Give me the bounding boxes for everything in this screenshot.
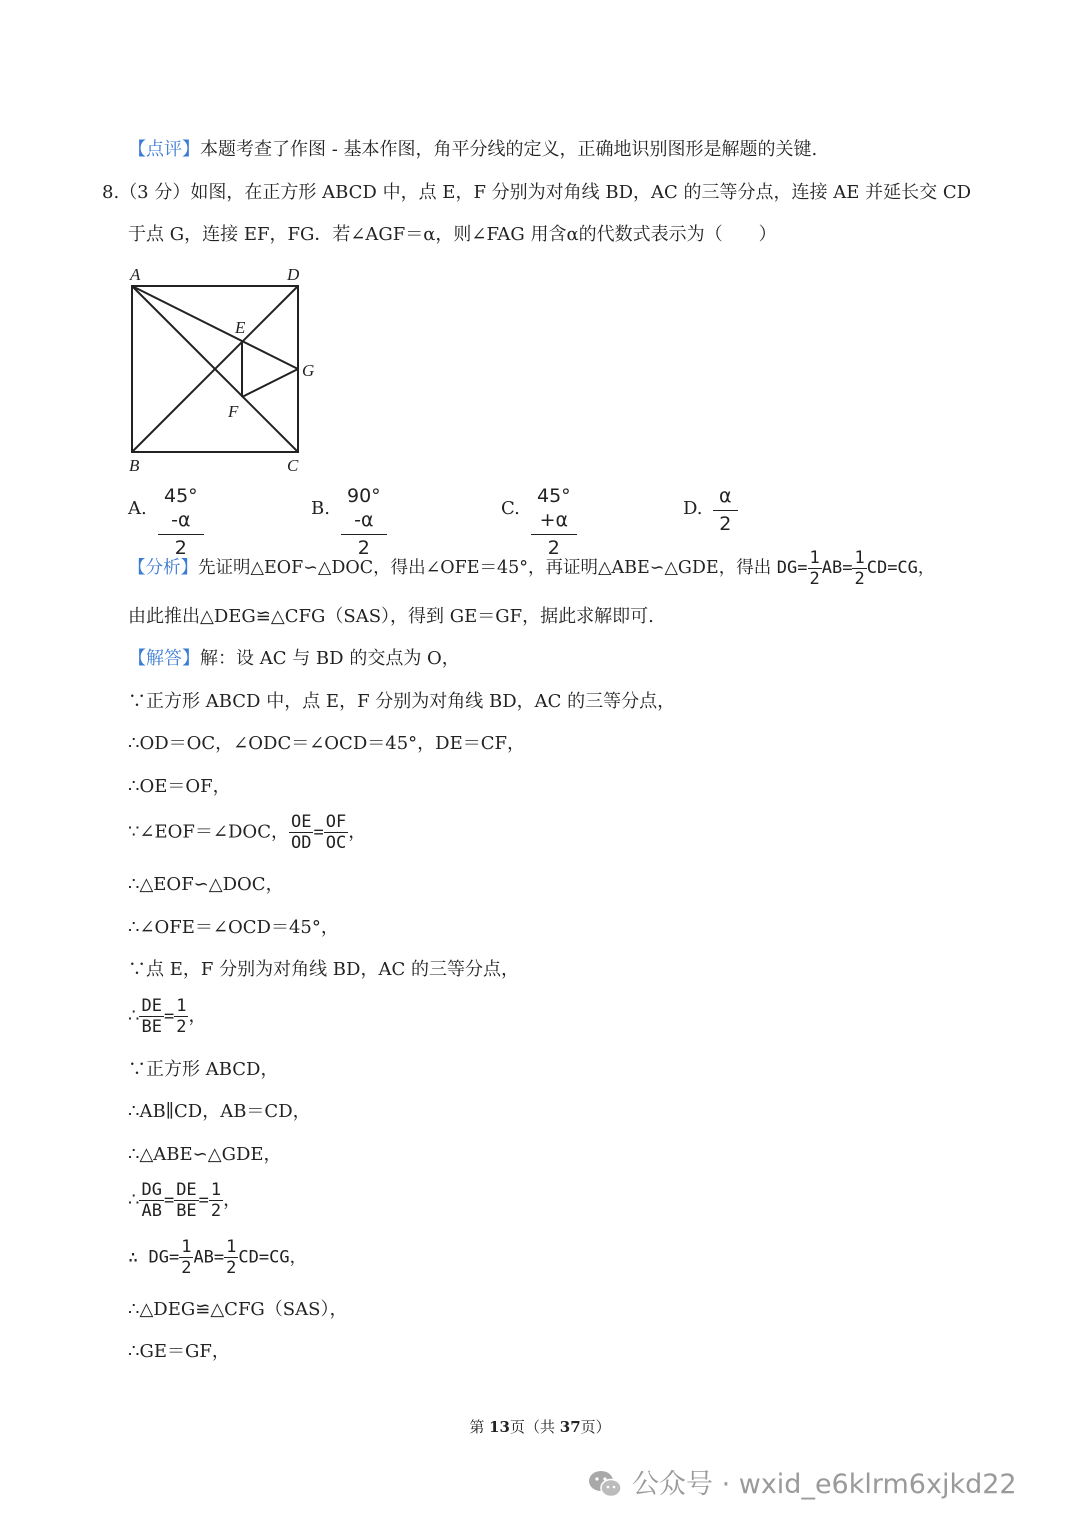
page-footer: 第 13页（共 37页）: [469, 1418, 611, 1436]
analysis-tag: 【分析】: [128, 558, 198, 578]
label-e: E: [235, 318, 246, 337]
solution-step-12: ∴ $\frac{DG}{AB}$ = $\frac{DE}{BE}$ = $\frac{1}{2}$ ，: [128, 1180, 242, 1221]
option-a-label: A.: [128, 498, 147, 519]
analysis-line-2: 由此推出△DEG≌△CFG（SAS），得到 GE＝GF，据此求解即可.: [128, 606, 654, 627]
review-line: [128, 137, 817, 163]
label-d: D: [287, 265, 300, 284]
question-text-1: 如图，在正方形 ABCD 中，点 E，F 分别为对角线 BD，AC 的三等分点，连接 AE 并延长交 CD: [190, 182, 972, 203]
solution-step-8: ∴ $\frac{DE}{BE}$ = $\frac{1}{2}$ ，: [128, 996, 207, 1037]
option-d-fraction: $\frac{\alpha}{2}$: [713, 484, 738, 537]
review-tag: 【点评】: [128, 139, 200, 160]
option-c-fraction: $\frac{45^\circ +\alpha}{2}$: [531, 484, 577, 561]
solution-step-6: ∴∠OFE＝∠OCD＝45°，: [128, 917, 339, 938]
solution-step-7: ∵点 E，F 分别为对角线 BD，AC 的三等分点，: [128, 959, 519, 980]
option-c-label: C.: [501, 498, 520, 519]
solution-intro: 【解答】解：设 AC 与 BD 的交点为 O，: [128, 648, 460, 669]
label-c: C: [287, 456, 299, 475]
label-b: B: [129, 456, 140, 475]
page-number: 13: [489, 1418, 510, 1436]
watermark: [588, 1462, 1017, 1501]
label-g: G: [302, 361, 315, 380]
solution-step-10: ∴AB∥CD，AB＝CD，: [128, 1101, 311, 1122]
option-a-fraction: $\frac{45^\circ -\alpha}{2}$: [158, 484, 204, 561]
solution-step-14: ∴△DEG≌△CFG（SAS），: [128, 1299, 348, 1320]
question-points: （3 分）: [119, 182, 191, 203]
segment-ag: [132, 286, 298, 369]
option-d-label: D.: [683, 498, 703, 519]
solution-step-2: ∴OD＝OC，∠ODC＝∠OCD＝45°，DE＝CF，: [128, 733, 525, 754]
solution-step-3: ∴OE＝OF，: [128, 776, 231, 797]
label-f: F: [228, 402, 239, 421]
geometry-figure: [120, 262, 320, 477]
solution-tag: 【解答】: [128, 648, 200, 669]
solution-step-15: ∴GE＝GF，: [128, 1341, 230, 1362]
solution-step-11: ∴△ABE∽△GDE，: [128, 1144, 282, 1165]
solution-step-5: ∴△EOF∽△DOC，: [128, 874, 284, 895]
analysis-line-1: 【分析】先证明△EOF∽△DOC，得出∠OFE＝45°，再证明△ABE∽△GDE，得出 DG= $\frac{1}{2}$ AB= $\frac{1}{2}$ CD=CG，: [128, 548, 935, 589]
segment-fg: [242, 369, 298, 397]
solution-step-13: ∴ DG= $\frac{1}{2}$ AB= $\frac{1}{2}$ CD=CG，: [128, 1237, 307, 1278]
option-b-label: B.: [311, 498, 330, 519]
question-number: 8.: [102, 182, 120, 203]
solution-step-9: ∵正方形 ABCD，: [128, 1059, 279, 1080]
label-a: A: [130, 265, 141, 284]
solution-step-4: ∵∠EOF＝∠DOC， $\frac{OE}{OD}$ = $\frac{OF}{OC}$ ，: [128, 812, 367, 853]
question-line-1: [102, 180, 971, 206]
option-b-fraction: $\frac{90^\circ -\alpha}{2}$: [341, 484, 387, 561]
page-total: 37: [559, 1418, 581, 1436]
watermark-text: 公众号 · wxid_e6klrm6xjkd22: [632, 1469, 1017, 1500]
review-text: 本题考查了作图 - 基本作图，角平分线的定义，正确地识别图形是解题的关键.: [200, 139, 818, 160]
solution-step-1: ∵正方形 ABCD 中，点 E，F 分别为对角线 BD，AC 的三等分点，: [128, 691, 676, 712]
question-line-2: 于点 G，连接 EF，FG．若∠AGF＝α，则∠FAG 用含α的代数式表示为（ ）: [128, 224, 777, 245]
analysis-text-1: 先证明△EOF∽△DOC，得出∠OFE＝45°，再证明△ABE∽△GDE，得出: [198, 558, 772, 578]
wechat-icon: [588, 1469, 622, 1499]
